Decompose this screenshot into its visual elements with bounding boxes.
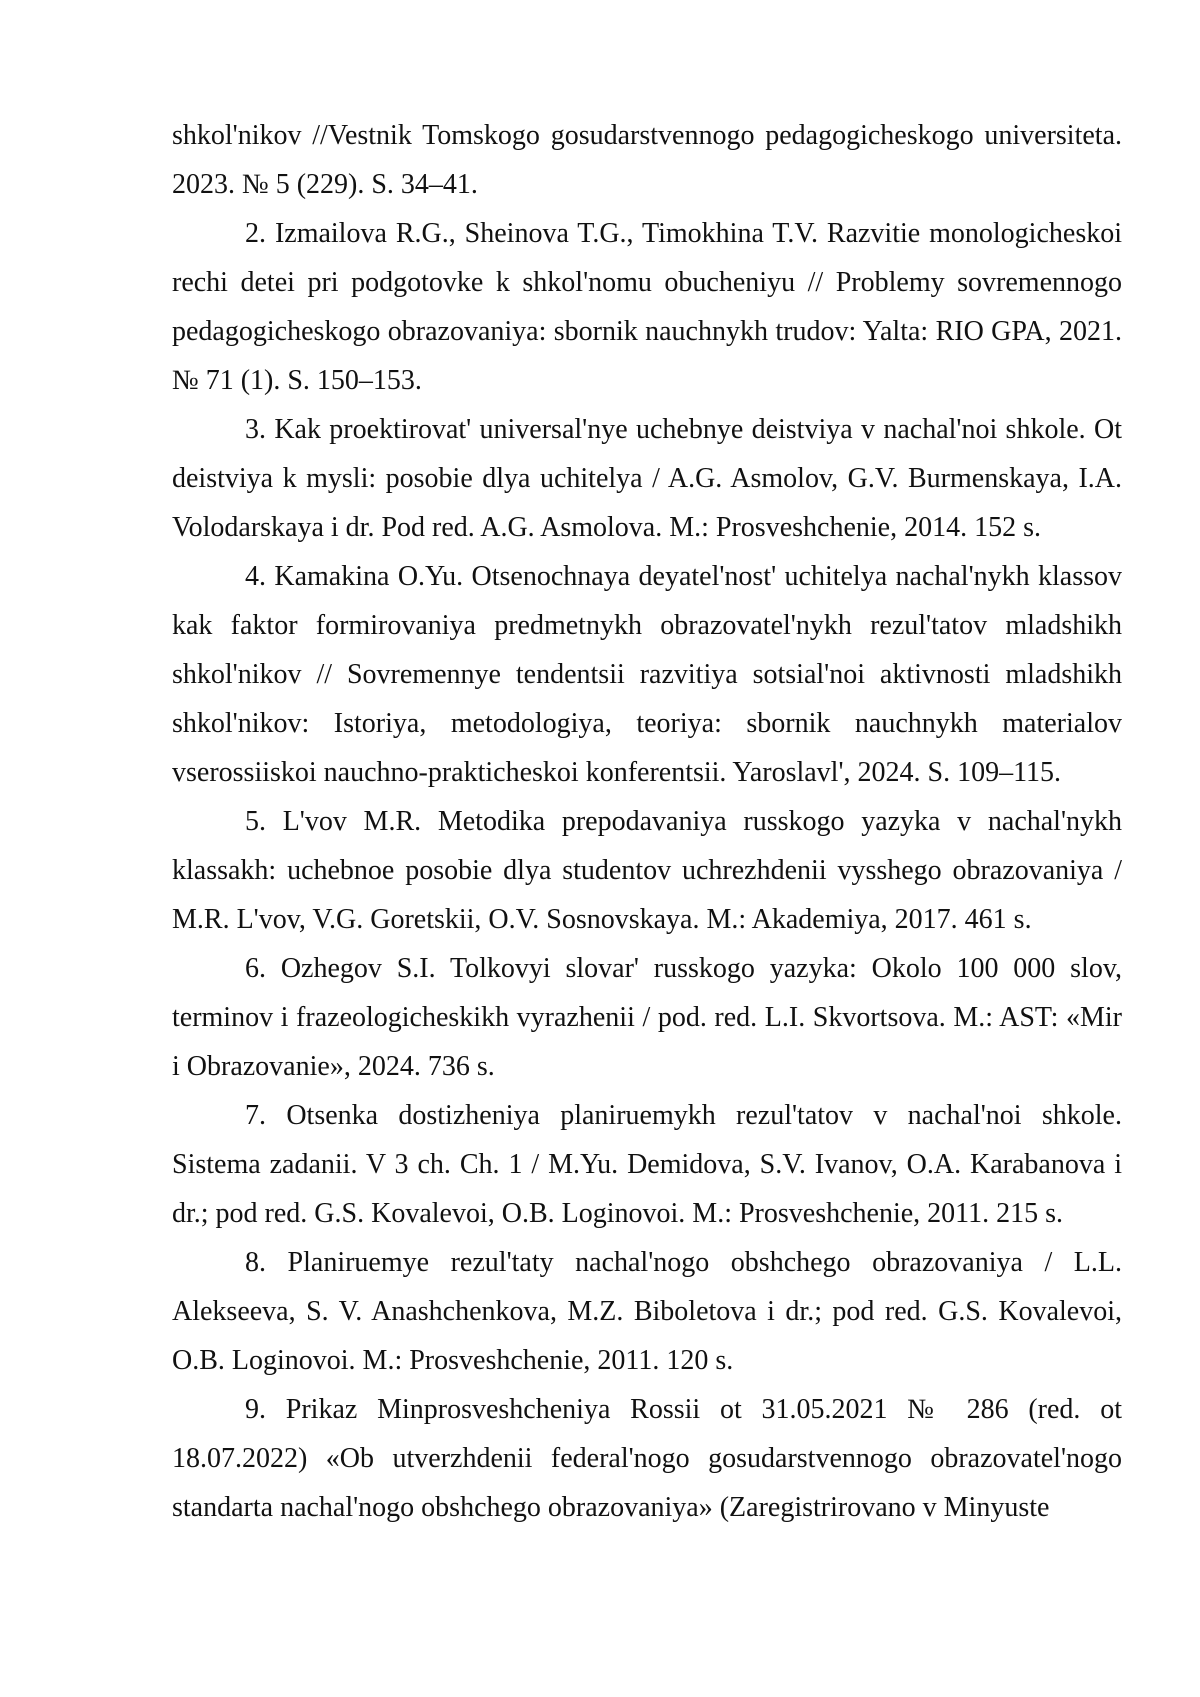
reference-item-9: 9. Prikaz Minprosveshcheniya Rossii ot 31.05.2021 № 286 (red. ot 18.07.2022) «Ob utverzhdenii federal'nogo gosudarstvennogo obrazovatel'nogo standarta nachal'nogo obshchego obrazovaniya» (Zaregistrirovano v Minyuste: [172, 1394, 1122, 1523]
reference-item-7: 7. Otsenka dostizheniya planiruemykh rezul'tatov v nachal'noi shkole. Sistema zadanii. V 3 ch. Ch. 1 / M.Yu. Demidova, S.V. Ivanov, O.A. Karabanova i dr.; pod red. G.S. Kovalevoi, O.B. Loginovoi. M.: Prosveshchenie, 2011. 215 s.: [172, 1100, 1122, 1229]
reference-item-4: 4. Kamakina O.Yu. Otsenochnaya deyatel'nost' uchitelya nachal'nykh klassov kak faktor formirovaniya predmetnykh obrazovatel'nykh rezul'tatov mladshikh shkol'nikov // Sovremennye tendentsii razvitiya sotsial'noi aktivnosti mladshikh shkol'nikov: Istoriya, metodologiya, teoriya: sbornik nauchnykh materialov vserossiiskoi nauchno-prakticheskoi konferentsii. Yaroslavl', 2024. S. 109–115.: [172, 561, 1122, 788]
reference-item-3: 3. Kak proektirovat' universal'nye uchebnye deistviya v nachal'noi shkole. Ot deistviya k mysli: posobie dlya uchitelya / A.G. Asmolov, G.V. Burmenskaya, I.A. Volodarskaya i dr. Pod red. A.G. Asmolova. M.: Prosveshchenie, 2014. 152 s.: [172, 414, 1122, 543]
reference-list: [172, 111, 1122, 1532]
reference-item-continued: shkol'nikov //Vestnik Tomskogo gosudarstvennogo pedagogicheskogo universiteta. 2023. № 5 (229). S. 34–41.: [172, 120, 1122, 200]
reference-item-6: 6. Ozhegov S.I. Tolkovyi slovar' russkogo yazyka: Okolo 100 000 slov, terminov i frazeologicheskikh vyrazhenii / pod. red. L.I. Skvortsova. M.: AST: «Mir i Obrazovanie», 2024. 736 s.: [172, 953, 1122, 1082]
reference-item-2: 2. Izmailova R.G., Sheinova T.G., Timokhina T.V. Razvitie monologicheskoi rechi detei pri podgotovke k shkol'nomu obucheniyu // Problemy sovremennogo pedagogicheskogo obrazovaniya: sbornik nauchnykh trudov: Yalta: RIO GPA, 2021. № 71 (1). S. 150–153.: [172, 218, 1122, 396]
reference-item-8: 8. Planiruemye rezul'taty nachal'nogo obshchego obrazovaniya / L.L. Alekseeva, S. V. Anashchenkova, M.Z. Biboletova i dr.; pod red. G.S. Kovalevoi, O.B. Loginovoi. M.: Prosveshchenie, 2011. 120 s.: [172, 1247, 1122, 1376]
reference-item-5: 5. L'vov M.R. Metodika prepodavaniya russkogo yazyka v nachal'nykh klassakh: uchebnoe posobie dlya studentov uchrezhdenii vysshego obrazovaniya / M.R. L'vov, V.G. Goretskii, O.V. Sosnovskaya. M.: Akademiya, 2017. 461 s.: [172, 806, 1122, 935]
